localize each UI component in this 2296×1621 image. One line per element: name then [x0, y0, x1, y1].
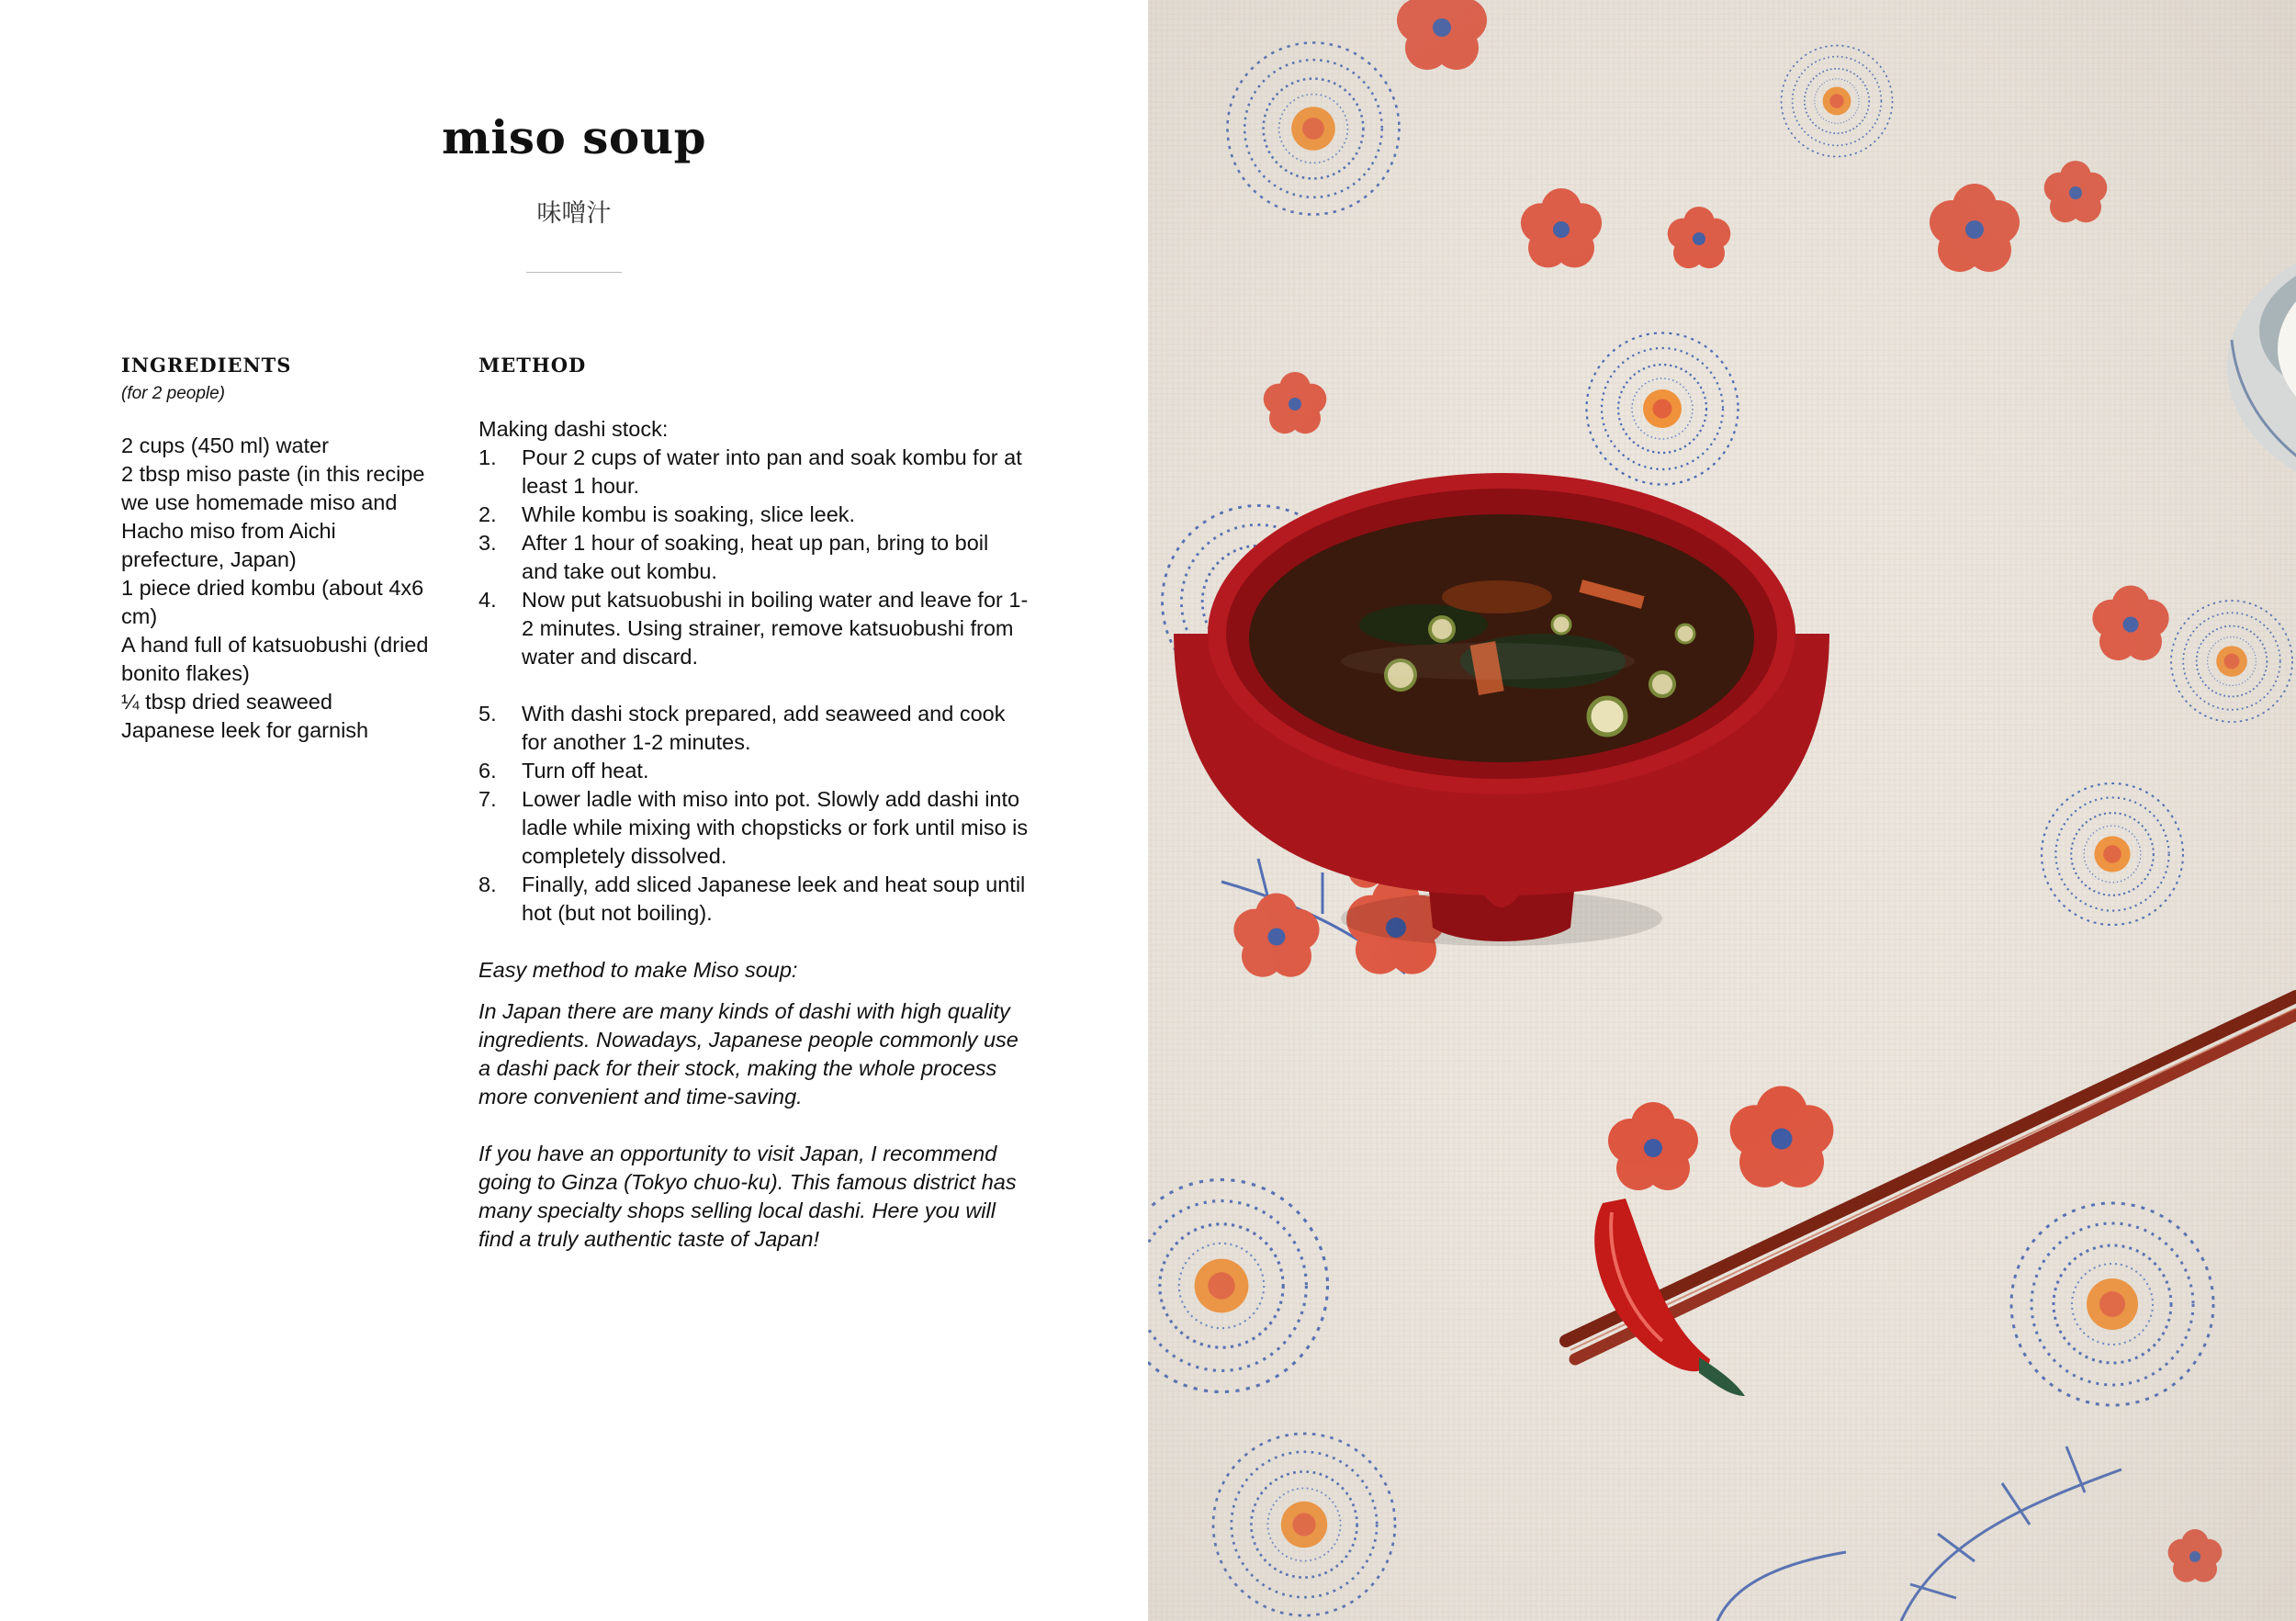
- method-step: [478, 444, 1030, 501]
- servings-note: (for 2 people): [121, 384, 226, 403]
- ingredients-section: [121, 354, 433, 745]
- ingredient-item: 2 cups (450 ml) water: [121, 433, 329, 457]
- step-number: 5.: [478, 702, 497, 726]
- ingredient-item: 2 tbsp miso paste (in this recipe we use homemade miso and Hacho miso from Aichi prefecture, Japan): [121, 462, 425, 571]
- method-heading: METHOD: [478, 354, 587, 377]
- ingredients-list: [121, 432, 433, 745]
- method-step: [478, 501, 1030, 529]
- easy-method-paragraph: In Japan there are many kinds of dashi with high quality ingredients. Nowadays, Japanese people commonly use a dashi pack for their stock, making the whole process more convenient and time-saving.: [478, 999, 1019, 1109]
- method-section: [478, 354, 1030, 1282]
- step-number: 4.: [478, 588, 497, 612]
- method-step: [478, 586, 1030, 671]
- miso-soup-photo: [1148, 0, 2296, 1621]
- step-text: Lower ladle with miso into pot. Slowly add dashi into ladle while mixing with chopsticks or fork until miso is completely dissolved.: [522, 787, 1029, 868]
- step-number: 7.: [478, 787, 497, 811]
- step-number: 6.: [478, 759, 497, 782]
- method-step: [478, 529, 1030, 586]
- step-number: 8.: [478, 872, 497, 896]
- ingredient-item: 1 piece dried kombu (about 4x6 cm): [121, 576, 424, 628]
- method-step: [478, 785, 1030, 871]
- method-step: [478, 757, 1030, 785]
- recipe-title: miso soup: [441, 110, 707, 164]
- step-number: 1.: [478, 445, 497, 469]
- step-text: Turn off heat.: [522, 759, 649, 782]
- step-text: With dashi stock prepared, add seaweed and cook for another 1-2 minutes.: [522, 702, 1006, 754]
- ingredients-heading: INGREDIENTS: [121, 354, 292, 377]
- title-divider: [526, 272, 622, 273]
- step-number: 2.: [478, 502, 497, 526]
- recipe-subtitle: 味噌汁: [536, 199, 612, 228]
- step-text: After 1 hour of soaking, heat up pan, bring to boil and take out kombu.: [522, 531, 989, 583]
- ingredient-item: A hand full of katsuobushi (dried bonito flakes): [121, 633, 429, 685]
- method-steps: [478, 444, 1030, 928]
- step-number: 3.: [478, 531, 497, 555]
- easy-method-paragraph: If you have an opportunity to visit Japan, I recommend going to Ginza (Tokyo chuo-ku). This famous district has many specialty shops selling local dashi. Here you will find a truly authentic taste of Japan!: [478, 1142, 1017, 1251]
- method-step: [478, 700, 1030, 757]
- easy-method-title: Easy method to make Miso soup:: [478, 958, 798, 982]
- ingredient-item: Japanese leek for garnish: [121, 718, 369, 742]
- method-intro: Making dashi stock:: [478, 417, 669, 441]
- step-text: Finally, add sliced Japanese leek and heat soup until hot (but not boiling).: [522, 872, 1026, 925]
- method-step: [478, 871, 1030, 928]
- step-text: Pour 2 cups of water into pan and soak kombu for at least 1 hour.: [522, 445, 1022, 498]
- step-text: While kombu is soaking, slice leek.: [522, 502, 856, 526]
- ingredient-item: ¼ tbsp dried seaweed: [121, 690, 332, 714]
- step-text: Now put katsuobushi in boiling water and leave for 1-2 minutes. Using strainer, remove katsuobushi from water and discard.: [522, 588, 1029, 669]
